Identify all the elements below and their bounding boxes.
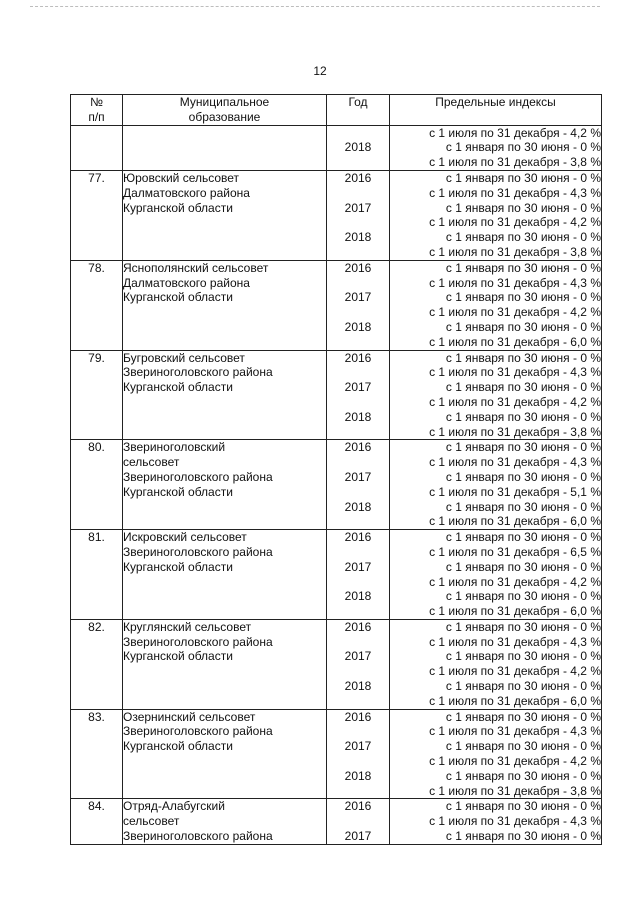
row-number: 82. [88,619,105,634]
row-number-cell [71,799,123,844]
row-number: 79. [88,350,105,365]
row-number-cell [71,440,123,530]
year-value: 2016 [344,530,372,545]
year-value: 2016 [344,170,372,185]
municipality-cell [123,440,327,530]
indices-cell [390,170,602,260]
index-line: с 1 июля по 31 декабря - 3,8 % [429,155,601,170]
index-line: с 1 января по 30 июня - 0 % [445,319,601,334]
row-number: 77. [88,170,105,185]
row-number-cell [71,125,123,170]
index-line: с 1 января по 30 июня - 0 % [445,679,601,694]
municipality-name-line: Далматовского района [123,275,250,290]
year-value: 2018 [344,230,372,245]
index-line: с 1 июля по 31 декабря - 3,8 % [429,244,601,259]
index-line: с 1 января по 30 июня - 0 % [445,409,601,424]
municipality-name-line: Звериноголовского района [123,634,273,649]
year-spacer [327,814,389,829]
table-row [71,619,602,709]
page-number: 12 [313,64,327,78]
indices-cell [390,350,602,440]
index-line: с 1 января по 30 июня - 0 % [445,829,601,844]
indices-cell [390,125,602,170]
table-row [71,530,602,620]
index-line: с 1 июля по 31 декабря - 5,1 % [429,484,601,499]
municipality-cell [123,125,327,170]
index-line: с 1 января по 30 июня - 0 % [445,290,601,305]
year-spacer [327,694,389,709]
municipality-name-line: Круглянский сельсовет [123,619,252,634]
municipality-name-line: Яснополянский сельсовет [123,260,269,275]
municipality-name-line: сельсовет [123,814,180,829]
municipality-name-line: Звериноголовского района [123,724,273,739]
municipality-name-line: Озернинский сельсовет [123,709,256,724]
year-value [327,126,389,141]
row-number: 80. [88,440,105,455]
index-line: с 1 июля по 31 декабря - 4,3 % [429,275,601,290]
year-spacer [327,784,389,799]
municipality-name-line: Курганской области [123,290,233,305]
year-spacer [327,455,389,470]
limit-indices-table [70,94,602,845]
municipality-name-line: Курганской области [123,200,233,215]
row-number: 81. [88,530,105,545]
index-line: с 1 января по 30 июня - 0 % [445,799,601,814]
index-line: с 1 июля по 31 декабря - 6,5 % [429,544,601,559]
indices-cell [390,260,602,350]
index-line: с 1 июля по 31 декабря - 4,2 % [429,215,601,230]
year-cell [327,530,390,620]
table-row [71,799,602,844]
year-cell [327,440,390,530]
year-spacer [327,276,389,291]
index-line: с 1 января по 30 июня - 0 % [445,709,601,724]
municipality-cell [123,619,327,709]
municipality-name-line: Звериноголовского района [123,829,273,844]
index-line: с 1 июля по 31 декабря - 4,2 % [429,305,601,320]
municipality-cell [123,170,327,260]
indices-cell [390,709,602,799]
header-year-text: Год [348,95,368,109]
municipality-name-line: Далматовского района [123,185,250,200]
index-line: с 1 июля по 31 декабря - 4,3 % [429,724,601,739]
header-number-line1: № [90,95,103,109]
header-number [71,95,123,126]
row-number-cell [71,350,123,440]
year-spacer [327,395,389,410]
year-value: 2016 [344,799,372,814]
year-cell [327,260,390,350]
year-spacer [327,155,389,170]
index-line: с 1 января по 30 июня - 0 % [445,739,601,754]
year-value: 2017 [344,829,372,844]
index-line: с 1 января по 30 июня - 0 % [445,559,601,574]
municipality-cell [123,260,327,350]
row-number: 84. [88,799,105,814]
index-line: с 1 июля по 31 декабря - 4,2 % [429,394,601,409]
year-spacer [327,754,389,769]
municipality-cell [123,799,327,844]
index-line: с 1 января по 30 июня - 0 % [445,768,601,783]
index-line: с 1 января по 30 июня - 0 % [445,140,601,155]
year-value: 2016 [344,350,372,365]
year-value: 2018 [344,768,372,783]
year-spacer [327,575,389,590]
year-value: 2018 [344,499,372,514]
row-number: 83. [88,709,105,724]
year-value: 2016 [344,709,372,724]
municipality-name-line: Курганской области [123,739,233,754]
municipality-name-line: Звериноголовского района [123,365,273,380]
year-spacer [327,365,389,380]
indices-cell [390,619,602,709]
municipality-name-line: Звериноголовского района [123,544,273,559]
municipality-name-line: Курганской области [123,484,233,499]
municipality-name-line: сельсовет [123,455,180,470]
row-number: 78. [88,260,105,275]
year-value: 2018 [344,589,372,604]
year-spacer [327,305,389,320]
year-spacer [327,664,389,679]
index-line: с 1 июля по 31 декабря - 3,8 % [429,783,601,798]
municipality-name-line: Искровский сельсовет [123,530,247,545]
municipality-name-line: Курганской области [123,380,233,395]
index-line: с 1 января по 30 июня - 0 % [445,440,601,455]
year-spacer [327,545,389,560]
year-value: 2016 [344,440,372,455]
table-row [71,260,602,350]
year-value: 2017 [344,200,372,215]
indices-cell [390,799,602,844]
index-line: с 1 июля по 31 декабря - 4,3 % [429,814,601,829]
header-year [327,95,390,126]
index-line: с 1 января по 30 июня - 0 % [445,170,601,185]
year-cell [327,799,390,844]
index-line: с 1 июля по 31 декабря - 6,0 % [429,693,601,708]
year-spacer [327,186,389,201]
municipality-name-line: Звериноголовский [123,440,226,455]
index-line: с 1 июля по 31 декабря - 4,3 % [429,634,601,649]
year-value: 2016 [344,619,372,634]
index-line: с 1 января по 30 июня - 0 % [445,589,601,604]
index-line: с 1 января по 30 июня - 0 % [445,469,601,484]
row-number-cell [71,709,123,799]
year-spacer [327,485,389,500]
municipality-name-line: Бугровский сельсовет [123,350,245,365]
year-value: 2018 [344,409,372,424]
year-value: 2017 [344,290,372,305]
index-line: с 1 января по 30 июня - 0 % [445,530,601,545]
municipality-name-line: Звериноголовского района [123,469,273,484]
municipality-name-line: Отряд-Алабугский [123,799,225,814]
year-cell [327,125,390,170]
index-line: с 1 января по 30 июня - 0 % [445,380,601,395]
index-line: с 1 июля по 31 декабря - 4,3 % [429,185,601,200]
municipality-cell [123,709,327,799]
municipality-name-line: Курганской области [123,559,233,574]
year-spacer [327,245,389,260]
year-spacer [327,514,389,529]
index-line: с 1 июля по 31 декабря - 4,2 % [429,125,601,140]
year-cell [327,350,390,440]
table-row [71,125,602,170]
index-line: с 1 января по 30 июня - 0 % [445,260,601,275]
year-value: 2017 [344,380,372,395]
scan-top-edge [30,6,600,7]
indices-cell [390,530,602,620]
year-spacer [327,425,389,440]
municipality-cell [123,350,327,440]
index-line: с 1 июля по 31 декабря - 4,2 % [429,754,601,769]
index-line: с 1 июля по 31 декабря - 4,3 % [429,365,601,380]
header-indices-text: Предельные индексы [435,95,556,109]
index-line: с 1 января по 30 июня - 0 % [445,649,601,664]
year-value: 2017 [344,739,372,754]
index-line: с 1 января по 30 июня - 0 % [445,499,601,514]
index-line: с 1 июля по 31 декабря - 6,0 % [429,334,601,349]
index-line: с 1 января по 30 июня - 0 % [445,230,601,245]
year-value: 2017 [344,469,372,484]
table-row [71,350,602,440]
municipality-name-line: Курганской области [123,649,233,664]
table-row [71,170,602,260]
table-row [71,440,602,530]
header-municipality [123,95,327,126]
index-line: с 1 июля по 31 декабря - 6,0 % [429,514,601,529]
year-cell [327,170,390,260]
year-value: 2018 [344,319,372,334]
header-indices [390,95,602,126]
index-line: с 1 июля по 31 декабря - 4,3 % [429,455,601,470]
year-value: 2017 [344,559,372,574]
row-number [71,126,122,141]
header-municipality-line2: образование [188,109,261,124]
year-value: 2018 [344,679,372,694]
table-row [71,709,602,799]
row-number-cell [71,170,123,260]
index-line: с 1 января по 30 июня - 0 % [445,350,601,365]
header-municipality-line1: Муниципальное [179,95,270,109]
year-value: 2017 [344,649,372,664]
year-value: 2018 [344,140,372,155]
year-spacer [327,215,389,230]
row-number-cell [71,619,123,709]
indices-cell [390,440,602,530]
index-line: с 1 июля по 31 декабря - 4,2 % [429,664,601,679]
municipality-cell [123,530,327,620]
year-spacer [327,635,389,650]
year-spacer [327,604,389,619]
index-line: с 1 января по 30 июня - 0 % [445,200,601,215]
year-value: 2016 [344,260,372,275]
year-cell [327,709,390,799]
year-spacer [327,724,389,739]
index-line: с 1 июля по 31 декабря - 4,2 % [429,574,601,589]
municipality-name-line: Юровский сельсовет [123,170,240,185]
table-header-row [71,95,602,126]
index-line: с 1 июля по 31 декабря - 3,8 % [429,424,601,439]
row-number-cell [71,530,123,620]
index-line: с 1 июля по 31 декабря - 6,0 % [429,604,601,619]
year-cell [327,619,390,709]
header-number-line2: п/п [88,109,105,124]
row-number-cell [71,260,123,350]
year-spacer [327,335,389,350]
index-line: с 1 января по 30 июня - 0 % [445,619,601,634]
